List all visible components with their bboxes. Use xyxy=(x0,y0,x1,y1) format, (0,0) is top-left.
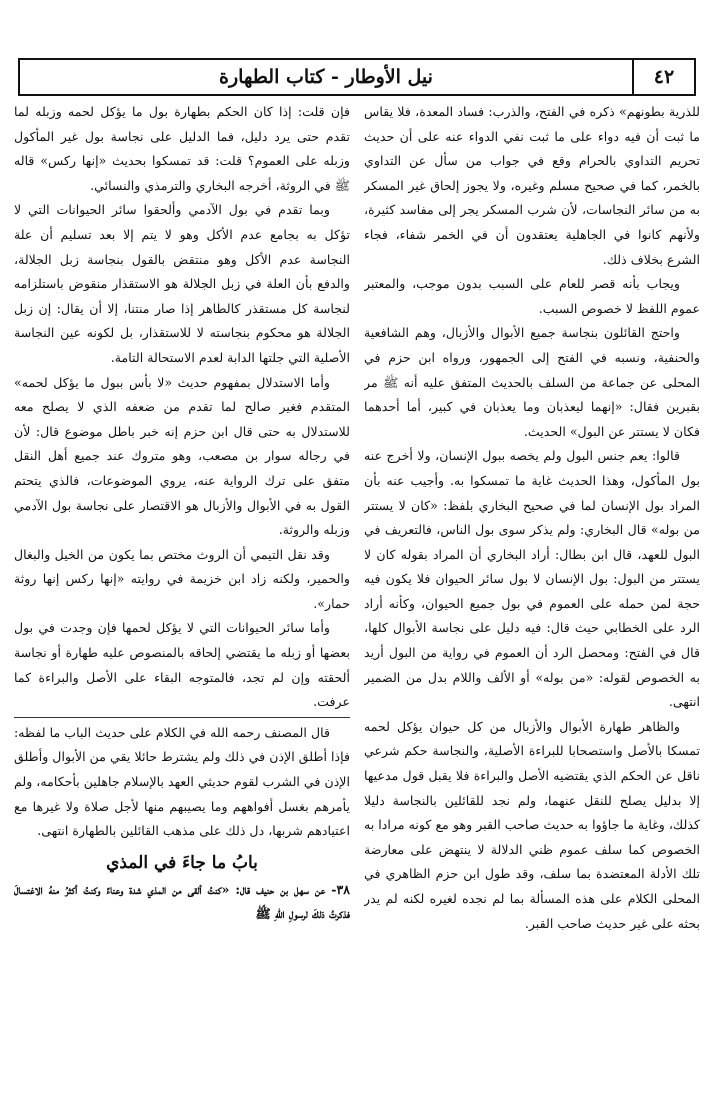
left-column xyxy=(14,100,350,1100)
author-note: قال المصنف رحمه الله في الكلام على حديث الباب ما لفظه: فإذا أطلق الإذن في ذلك ولم يشترط حائلا يقي من الأبوال وأطلق الإذن في الشرب لقوم حديثي العهد بالإسلام جاهلين بأحكامه، ولم يأمرهم بغسل أفواههم وما يصيبهم منها لأجل صلاة ولا غيرها مع اعتيادهم شربها، دل ذلك على مذهب القائلين بالطهارة انتهى. xyxy=(14,724,350,839)
right-column xyxy=(364,100,700,1100)
paragraph: وأما الاستدلال بمفهوم حديث «لا بأس ببول ما يؤكل لحمه» المتقدم فغير صالح لما تقدم من ضعفه الذي لا يصلح معه للاستدلال به حتى قال ابن حزم إنه خبر باطل موضوع قال: لأن في رجاله سوار بن مصعب، وهو متروك عند جميع أهل النقل متفق على ترك الرواية عنه، يروي الموضوعات، فالذي يتحتم القول به في الأبوال والأزبال هو الاقتصار على نجاسة بول الآدمي وزبله والروثة. xyxy=(14,374,350,538)
paragraph: وقد نقل التيمي أن الروث مختص بما يكون من الخيل والبغال والحمير، ولكنه زاد ابن خزيمة في روايته «إنها ركس إنها روثة حمار». xyxy=(14,546,350,611)
paragraph: وأما سائر الحيوانات التي لا يؤكل لحمها فإن وجدت في بول بعضها أو زبله ما يقتضي إلحاقه بالمنصوص عليه طهارة أو نجاسة ألحقته وإن لم تجد، فالمتوجه البقاء على الأصل والبراءة كما عرفت. xyxy=(14,620,350,710)
paragraph: والظاهر طهارة الأبوال والأزبال من كل حيوان يؤكل لحمه تمسكا بالأصل واستصحابا للبراءة الأصلية، والنجاسة حكم شرعي ناقل عن الحكم الذي يقتضيه الأصل والبراءة فلا يقبل قول مدعيها إلا بدليل يصلح للنقل عنهما، ولم نجد للقائلين بالنجاسة دليلا كذلك، وغاية ما جاؤوا به حديث صاحب القبر وهو مع كونه مرادا به الخصوص كما سلف عموم ظني الدلالة لا ينتهض على معارضة تلك الأدلة المعتضدة بما سلف، وقد طول ابن حزم الظاهري في المحلى الكلام على هذه المسألة بما لم نجده لغيره لكنه لم يدر بحثه على غير حديث صاحب القبر. xyxy=(364,718,700,931)
running-title: نيل الأوطار - كتاب الطهارة xyxy=(219,66,433,88)
paragraph: ويجاب بأنه قصر للعام على السبب بدون موجب، والمعتبر عموم اللفظ لا خصوص السبب. xyxy=(364,276,700,316)
paragraph: فإن قلت: إذا كان الحكم بطهارة بول ما يؤكل لحمه وزبله لما تقدم حتى يرد دليل، فما الدليل على نجاسة بول غير المأكول وزبله على العموم؟ قلت: قد تمسكوا بحديث «إنها ركس» قاله ﷺ في الروثة، أخرجه البخاري والترمذي والنسائي. xyxy=(14,104,350,193)
separator-rule xyxy=(14,717,350,718)
paragraph: قالوا: يعم جنس البول ولم يخصه ببول الإنسان، ولا أخرج عنه بول المأكول، وهذا الحديث غاية ما تمسكوا به. وأجيب عنه بأن المراد بول الإنسان لما في صحيح البخاري بلفظ: «كان لا يستتر من بوله» قال البخاري: ولم يذكر سوى بول الناس، فالتعريف في البول للعهد، قال ابن بطال: أراد البخاري أن المراد بقوله كان لا يستتر من البول: بول الإنسان لا بول سائر الحيوان فلا يكون فيه حجة لمن حمله على العموم في بول جميع الحيوان، وكأنه أراد الرد على الخطابي حيث قال: فيه دليل على نجاسة الأبوال كلها، قال في الفتح: ومحصل الرد أن العموم في رواية من البول أريد به الخصوص لقوله: «من بوله» أو الألف واللام بدل من الضمير انتهى. xyxy=(364,448,700,710)
hadith-text: ٣٨- عن سهل بن حنيف قال: «كنتُ ألقى من المذي شدة وعناءً وكنتُ أكثرُ منهُ الاغتسالَ فذكرتُ ذلكَ لرسولِ اللهِ ﷺ xyxy=(14,881,350,922)
chapter-title: بابُ ما جاءَ في المذي xyxy=(106,852,258,873)
text-columns xyxy=(14,100,700,1100)
paragraph: واحتج القائلون بنجاسة جميع الأبوال والأزبال، وهم الشافعية والحنفية، ونسبه في الفتح إلى الجمهور، ورواه ابن حزم في المحلى عن جماعة من السلف بالحديث المتفق عليه أنه ﷺ مر بقبرين فقال: «إنهما ليعذبان وما يعذبان في كبير، أما أحدهما فكان لا يستتر عن البول» الحديث. xyxy=(364,325,700,439)
running-header xyxy=(18,58,696,96)
paragraph: للذرية بطونهم» ذكره في الفتح، والذرب: فساد المعدة، فلا يقاس ما ثبت أن فيه دواء على ما ثبت نفي الدواء عنه على أن حديث تحريم التداوي بالحرام وقع في جواب من سأل عن التداوي بالخمر، كما في صحيح مسلم وغيره، ولا يجوز إلحاق غير المسكر به من سائر النجاسات، لأن شرب المسكر يجر إلى مفاسد كثيرة، ولأنهم كانوا في الجاهلية يعتقدون أن في الخمر شفاء، فجاء الشرع بخلاف ذلك. xyxy=(364,104,700,267)
paragraph: وبما تقدم في بول الآدمي وألحقوا سائر الحيوانات التي لا تؤكل به بجامع عدم الأكل وهو لا يتم إلا بعد تسليم أن علة النجاسة عدم الأكل وهو منتقض بالقول بنجاسة زبل الجلالة، والدفع بأن العلة في زبل الجلالة هو الاستقذار منقوض باستلزامه لنجاسة كل مستقذر كالطاهر إذا صار منتنا، إلا أن يقال: إن زبل الجلالة هو محكوم بنجاسته لا للاستقذار، بل لكونه عين النجاسة الأصلية التي جلتها الدابة لعدم الاستحالة التامة. xyxy=(14,202,350,365)
page-number: ٤٢ xyxy=(632,60,694,94)
